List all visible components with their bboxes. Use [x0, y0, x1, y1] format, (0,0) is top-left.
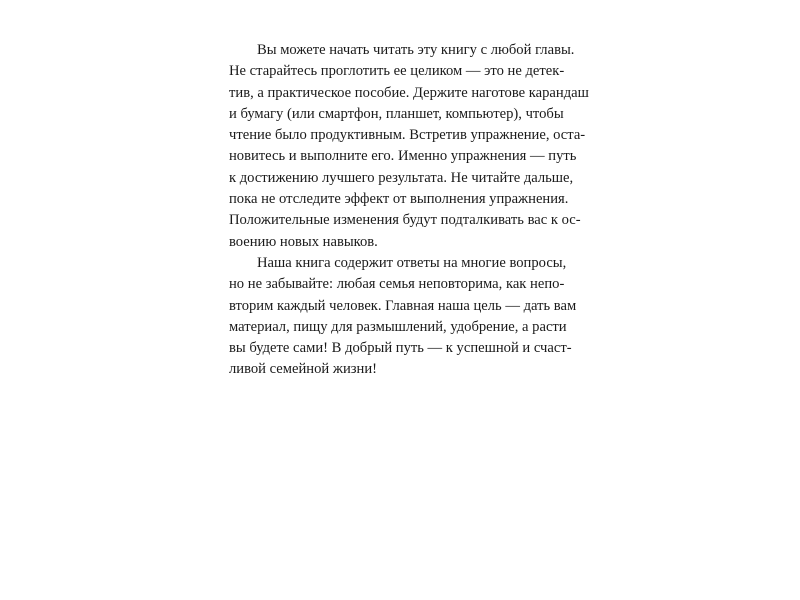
- text-line: и бумагу (или смартфон, планшет, компьютер), чтобы: [229, 105, 564, 122]
- body-text: [229, 40, 589, 381]
- paragraph-1: [229, 40, 589, 253]
- text-line: материал, пищу для размышлений, удобрение, а расти: [229, 318, 567, 335]
- text-line: Положительные изменения будут подталкивать вас к ос-: [229, 212, 581, 229]
- text-line: Наша книга содержит ответы на многие вопросы,: [257, 254, 567, 271]
- text-line: тив, а практическое пособие. Держите наготове карандаш: [229, 84, 589, 101]
- text-line: новитесь и выполните его. Именно упражнения — путь: [229, 148, 577, 165]
- text-line: пока не отследите эффект от выполнения упражнения.: [229, 191, 569, 208]
- text-line: Не старайтесь проглотить ее целиком — это не детек-: [229, 63, 565, 80]
- text-line: ливой семейной жизни!: [229, 361, 377, 378]
- text-line: но не забывайте: любая семья неповторима, как непо-: [229, 276, 565, 293]
- text-line: к достижению лучшего результата. Не читайте дальше,: [229, 169, 574, 186]
- text-line: воению новых навыков.: [229, 233, 378, 250]
- text-line: вторим каждый человек. Главная наша цель — дать вам: [229, 297, 577, 314]
- paragraph-2: [229, 253, 577, 381]
- text-line: чтение было продуктивным. Встретив упражнение, оста-: [229, 127, 586, 144]
- text-line: вы будете сами! В добрый путь — к успешной и счаст-: [229, 340, 572, 357]
- text-line: Вы можете начать читать эту книгу с любой главы.: [257, 42, 575, 58]
